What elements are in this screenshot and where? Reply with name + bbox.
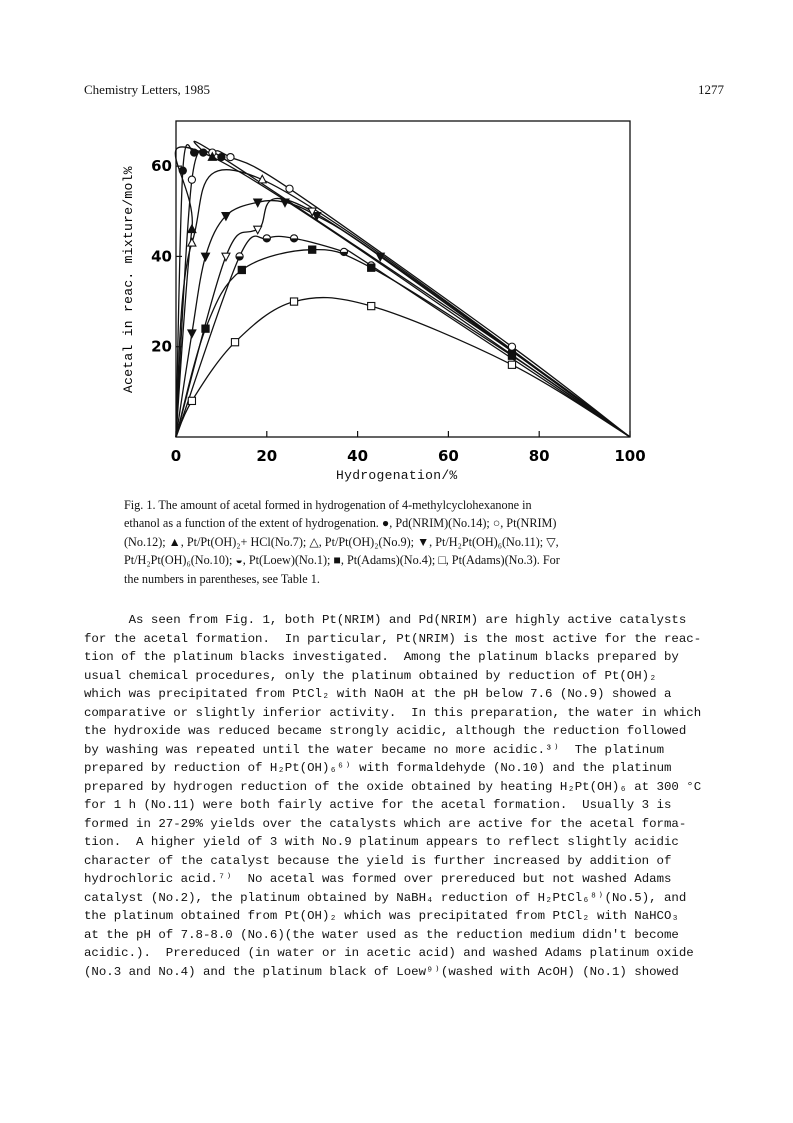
series-line	[176, 298, 630, 437]
y-tick-label: 20	[151, 337, 172, 356]
series-markers	[179, 149, 515, 404]
data-point-open-square	[508, 361, 515, 368]
body-line: by washing was repeated until the water became no more acidic.³⁾ The platinum	[84, 742, 665, 757]
series-line	[176, 170, 630, 437]
series-line	[176, 198, 630, 437]
acetal-chart	[0, 0, 793, 470]
body-line: As seen from Fig. 1, both Pt(NRIM) and Pd(NRIM) are highly active catalysts	[84, 613, 687, 627]
data-point-open-square	[290, 298, 297, 305]
data-point-open-circle	[188, 176, 195, 183]
data-point-half-filled-circle	[340, 248, 347, 255]
data-point-half-filled-circle	[290, 235, 297, 242]
x-tick-label: 80	[528, 447, 550, 465]
body-line: the hydroxide was reduced became strongly acidic, although the reduction followed	[84, 724, 687, 738]
x-tick-label: 60	[437, 447, 459, 465]
page-number: 1277	[698, 82, 724, 97]
body-line: at the pH of 7.8-8.0 (No.6)(the water used as the reduction medium didn't become	[84, 927, 679, 942]
data-point-open-triangle-down	[222, 253, 230, 261]
x-tick-label: 100	[614, 447, 646, 465]
body-line: acidic.). Prereduced (in water or in acetic acid) and washed Adams platinum oxide	[84, 946, 694, 960]
caption-line: ethanol as a function of the extent of hydrogenation. ●, Pd(NRIM)(No.14); ○, Pt(NRIM)	[124, 516, 557, 531]
caption-line: (No.12); ▲, Pt/Pt(OH)₂+ HCl(No.7); △, Pt/Pt(OH)₂(No.9); ▼, Pt/H₂Pt(OH)₆(No.11); ▽,	[124, 534, 559, 549]
data-point-filled-triangle-up	[188, 225, 196, 233]
data-point-filled-circle	[200, 149, 207, 156]
data-point-open-circle	[508, 343, 515, 350]
journal-title: Chemistry Letters, 1985	[84, 82, 211, 97]
data-point-half-filled-circle	[263, 235, 270, 242]
body-line: which was precipitated from PtCl₂ with NaOH at the pH below 7.6 (No.9) showed a	[84, 687, 672, 701]
data-point-open-square	[231, 339, 238, 346]
data-point-open-circle	[227, 154, 234, 161]
x-tick-label: 0	[170, 447, 182, 465]
data-point-filled-square	[368, 264, 375, 271]
body-line: tion of the platinum blacks investigated. Among the platinum blacks prepared by	[84, 650, 679, 664]
y-tick-label: 40	[151, 247, 172, 266]
x-tick-label: 20	[256, 447, 278, 465]
data-point-open-triangle-up	[188, 238, 196, 246]
data-point-open-circle	[286, 185, 293, 192]
data-point-open-square	[368, 302, 375, 309]
caption-line: Pt/H₂Pt(OH)₆(No.10); ◒, Pt(Loew)(No.1); ■, Pt(Adams)(No.4); □, Pt(Adams)(No.3). For	[124, 553, 560, 568]
body-line: tion. A higher yield of 3 with No.9 platinum appears to reflect slightly acidic	[84, 835, 679, 849]
data-point-filled-square	[238, 266, 245, 273]
series-curves	[175, 141, 630, 437]
y-axis-label: Acetal in reac. mixture/mol%	[121, 166, 136, 393]
body-line: hydrochloric acid.⁷⁾ No acetal was formed over prereduced but not washed Adams	[84, 872, 672, 886]
body-text	[84, 611, 724, 981]
figure-caption	[124, 496, 684, 588]
body-line: comparative or slightly inferior activity. In this preparation, the water in which	[84, 705, 702, 720]
data-point-filled-triangle-down	[188, 330, 196, 338]
body-line: usual chemical procedures, only the platinum obtained by reduction of Pt(OH)₂	[84, 668, 657, 683]
x-tick-label: 40	[347, 447, 369, 465]
body-line: catalyst (No.2), the platinum obtained by NaBH₄ reduction of H₂PtCl₆⁸⁾(No.5), and	[84, 890, 687, 905]
body-line: formed in 27-29% yields over the catalysts which are active for the acetal forma-	[84, 816, 687, 831]
series-line	[176, 141, 630, 437]
body-line: for 1 h (No.11) were both fairly active for the acetal formation. Usually 3 is	[84, 798, 672, 812]
data-point-open-square	[188, 397, 195, 404]
body-line: prepared by reduction of H₂Pt(OH)₆⁶⁾ with formaldehyde (No.10) and the platinum	[84, 761, 672, 775]
body-line: character of the catalyst because the yield is further increased by addition of	[84, 853, 672, 868]
caption-line: Fig. 1. The amount of acetal formed in hydrogenation of 4-methylcyclohexanone in	[124, 498, 532, 512]
body-line: for the acetal formation. In particular, Pt(NRIM) is the most active for the reac-	[84, 631, 702, 646]
x-axis-label: Hydrogenation/%	[336, 468, 458, 483]
data-point-half-filled-circle	[236, 253, 243, 260]
data-point-filled-circle	[179, 167, 186, 174]
data-point-filled-square	[202, 325, 209, 332]
axis-ticks	[151, 157, 646, 465]
data-point-filled-triangle-down	[202, 253, 210, 261]
data-point-filled-square	[309, 246, 316, 253]
y-tick-label: 60	[151, 157, 172, 176]
data-point-filled-square	[508, 352, 515, 359]
caption-line: the numbers in parentheses, see Table 1.	[124, 571, 320, 586]
data-point-filled-circle	[218, 154, 225, 161]
body-line: the platinum obtained from Pt(OH)₂ which was precipitated from PtCl₂ with NaHCO₃	[84, 909, 679, 923]
series-line	[176, 201, 630, 437]
body-line: prepared by hydrogen reduction of the oxide obtained by heating H₂Pt(OH)₆ at 300 °C	[84, 779, 702, 794]
data-point-filled-circle	[191, 149, 198, 156]
body-line: (No.3 and No.4) and the platinum black of Loew⁹⁾(washed with AcOH) (No.1) showed	[84, 964, 679, 979]
